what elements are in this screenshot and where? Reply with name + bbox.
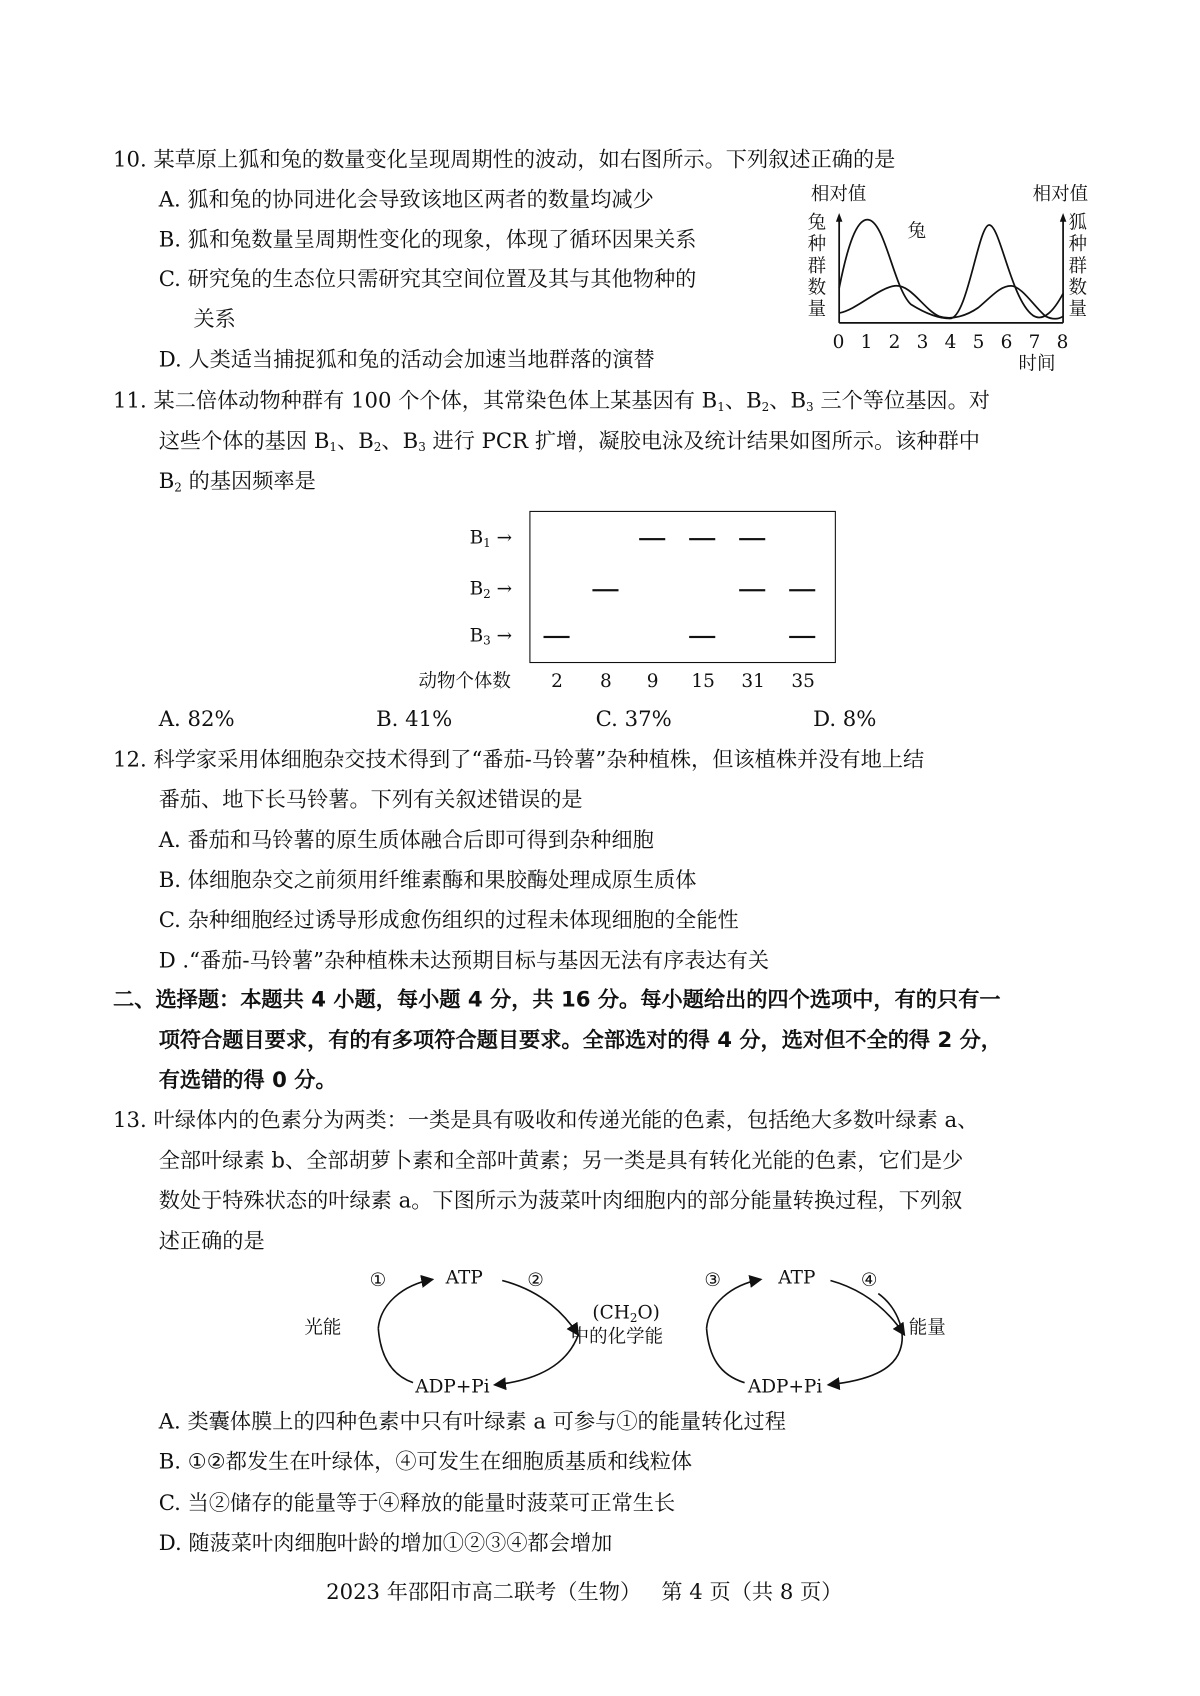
q11-stem-line1: 11. 某二倍体动物种群有 100 个个体，其常染色体上某基因有 $B_1$、$B_2$、$B_3$ 三个等位基因。对 <box>113 388 990 415</box>
fox-rabbit-chart <box>804 179 1108 380</box>
adp-label-1: ADP+Pi <box>415 1376 490 1398</box>
gel-band <box>689 538 715 540</box>
individual-count: 8 <box>600 670 612 693</box>
arrow-adp2 <box>828 1294 902 1385</box>
gel-band <box>739 538 765 540</box>
subscript: 3 <box>806 400 814 415</box>
q10-option-c-cont: 关系 <box>193 306 236 332</box>
arrow-adp1-left <box>378 1328 413 1382</box>
q10-option-d: D. 人类适当捕捉狐和兔的活动会加速当地群落的演替 <box>158 346 655 372</box>
chemical-energy-label: 中的化学能 <box>570 1326 664 1348</box>
gel-x-label: 动物个体数 <box>418 670 511 693</box>
left-axis-title: 相对值 <box>810 183 867 206</box>
individual-count: 35 <box>791 670 815 693</box>
q10-option-b: B. 狐和兔数量呈周期性变化的现象，体现了循环因果关系 <box>158 227 697 253</box>
gel-electrophoresis-figure <box>418 505 848 701</box>
subscript: 1 <box>329 440 338 455</box>
x-tick-label: 8 <box>1056 331 1069 354</box>
section2-heading-line1: 二、选择题：本题共 4 小题，每小题 4 分，共 16 分。每小题给出的四个选项中，有的只有一 <box>113 986 1001 1012</box>
q13-stem-line2: 全部叶绿素 b、全部胡萝卜素和全部叶黄素；另一类是具有转化光能的色素，它们是少 <box>158 1147 964 1173</box>
gel-band <box>789 636 815 638</box>
x-axis-label: 时间 <box>1018 353 1056 376</box>
atp-label-1: ATP <box>445 1267 483 1290</box>
circle-4: ④ <box>860 1269 878 1292</box>
q11-option-b: B. 41% <box>376 706 453 732</box>
subscript: 1 <box>717 400 725 415</box>
subscript: 2 <box>373 440 382 455</box>
individual-count: 15 <box>691 670 715 693</box>
q12-stem-line2: 番茄、地下长马铃薯。下列有关叙述错误的是 <box>158 786 583 812</box>
subscript: 2 <box>629 1310 638 1326</box>
q12-option-a: A. 番茄和马铃薯的原生质体融合后即可得到杂种细胞 <box>158 827 654 853</box>
subscript: 2 <box>174 480 182 495</box>
energy-label: 能量 <box>908 1317 946 1340</box>
q11-option-c: C. 37% <box>595 706 672 732</box>
arrow-adp2-left <box>707 1328 745 1382</box>
arrow-adp1 <box>495 1335 579 1385</box>
q13-option-d: D. 随菠菜叶肉细胞叶龄的增加①②③④都会增加 <box>158 1530 613 1556</box>
right-axis-label: 狐 种 群 数 量 <box>1068 211 1087 321</box>
gel-band <box>789 589 815 591</box>
left-axis-arrow <box>836 213 843 222</box>
q13-stem-line1: 13. 叶绿体内的色素分为两类：一类是具有吸收和传递光能的色素，包括绝大多数叶绿素 a、 <box>113 1107 979 1133</box>
individual-count: 2 <box>551 670 563 693</box>
right-axis-title: 相对值 <box>1032 183 1089 206</box>
gel-band <box>689 636 715 638</box>
x-tick-label: 6 <box>1000 331 1013 354</box>
subscript: 3 <box>483 633 491 648</box>
individual-count: 31 <box>741 670 765 693</box>
subscript: 3 <box>418 440 426 455</box>
page-footer: 2023 年邵阳市高二联考（生物） 第 4 页（共 8 页） <box>326 1579 843 1605</box>
q10-option-c: C. 研究兔的生态位只需研究其空间位置及其与其他物种的 <box>158 266 697 292</box>
circle-2: ② <box>527 1269 544 1292</box>
light-energy-label: 光能 <box>304 1317 342 1340</box>
individual-count: 9 <box>646 670 659 693</box>
rabbit-curve-label: 兔 <box>907 220 927 243</box>
q13-stem-line3: 数处于特殊状态的叶绿素 a。下图所示为菠菜叶肉细胞内的部分能量转换过程，下列叙 <box>158 1188 963 1214</box>
q13-option-b: B. ①②都发生在叶绿体，④可发生在细胞质基质和线粒体 <box>158 1448 693 1474</box>
subscript: 2 <box>483 586 491 602</box>
q11-stem-line2: 这些个体的基因 $B_1$、$B_2$、$B_3$ 进行 PCR 扩增，凝胶电泳及统计结果如图所示。该种群中 <box>158 428 980 455</box>
gel-band <box>592 589 618 591</box>
allele-label: $B_3$ → <box>469 625 513 648</box>
x-tick-label: 2 <box>888 331 901 354</box>
x-tick-label: 0 <box>832 331 845 354</box>
gel-band <box>639 538 665 540</box>
x-tick-label: 5 <box>972 331 985 354</box>
ch2o-label: $(CH_2O)$ <box>592 1302 660 1326</box>
x-tick-label: 3 <box>916 331 929 354</box>
arrow-1 <box>378 1279 432 1328</box>
fox-curve <box>839 286 1063 319</box>
subscript: 1 <box>483 535 491 551</box>
q11-option-d: D. 8% <box>813 706 877 732</box>
q10-stem: 10. 某草原上狐和兔的数量变化呈现周期性的波动，如右图所示。下列叙述正确的是 <box>113 146 896 172</box>
q11-stem-line3: $B_2$ 的基因频率是 <box>158 468 316 495</box>
q10-option-a: A. 狐和兔的协同进化会导致该地区两者的数量均减少 <box>158 186 654 212</box>
q11-option-a: A. 82% <box>158 706 235 732</box>
x-tick-label: 4 <box>944 331 957 354</box>
x-tick-label: 7 <box>1028 331 1041 354</box>
allele-label: $B_1$ → <box>469 527 513 551</box>
q12-option-b: B. 体细胞杂交之前须用纤维素酶和果胶酶处理成原生质体 <box>158 867 697 893</box>
q13-stem-line4: 述正确的是 <box>158 1228 265 1254</box>
q12-stem-line1: 12. 科学家采用体细胞杂交技术得到了“番茄-马铃薯”杂种植株，但该植株并没有地上结 <box>113 746 925 772</box>
gel-box <box>529 511 836 663</box>
q13-option-c: C. 当②储存的能量等于④释放的能量时菠菜可正常生长 <box>158 1490 676 1516</box>
atp-label-2: ATP <box>778 1267 816 1290</box>
adp-label-2: ADP+Pi <box>747 1376 823 1398</box>
gel-band <box>544 636 570 638</box>
q13-option-a: A. 类囊体膜上的四种色素中只有叶绿素 a 可参与①的能量转化过程 <box>158 1408 786 1434</box>
section2-heading-line3: 有选错的得 0 分。 <box>158 1067 337 1093</box>
section2-heading-line2: 项符合题目要求，有的有多项符合题目要求。全部选对的得 4 分，选对但不全的得 2 分， <box>158 1027 1002 1053</box>
allele-label: $B_2$ → <box>469 578 513 602</box>
subscript: 2 <box>761 400 770 415</box>
circle-3: ③ <box>704 1269 721 1292</box>
left-axis-label: 兔 种 群 数 量 <box>807 211 827 321</box>
gel-band <box>739 589 765 591</box>
right-axis-arrow <box>1060 213 1067 222</box>
q12-option-d: D .“番茄-马铃薯”杂种植株未达预期目标与基因无法有序表达有关 <box>158 947 770 973</box>
q12-option-c: C. 杂种细胞经过诱导形成愈伤组织的过程未体现细胞的全能性 <box>158 907 739 933</box>
energy-conversion-diagram <box>293 1261 967 1402</box>
rabbit-curve <box>839 220 1063 319</box>
circle-1: ① <box>369 1269 387 1292</box>
x-tick-label: 1 <box>860 331 873 354</box>
